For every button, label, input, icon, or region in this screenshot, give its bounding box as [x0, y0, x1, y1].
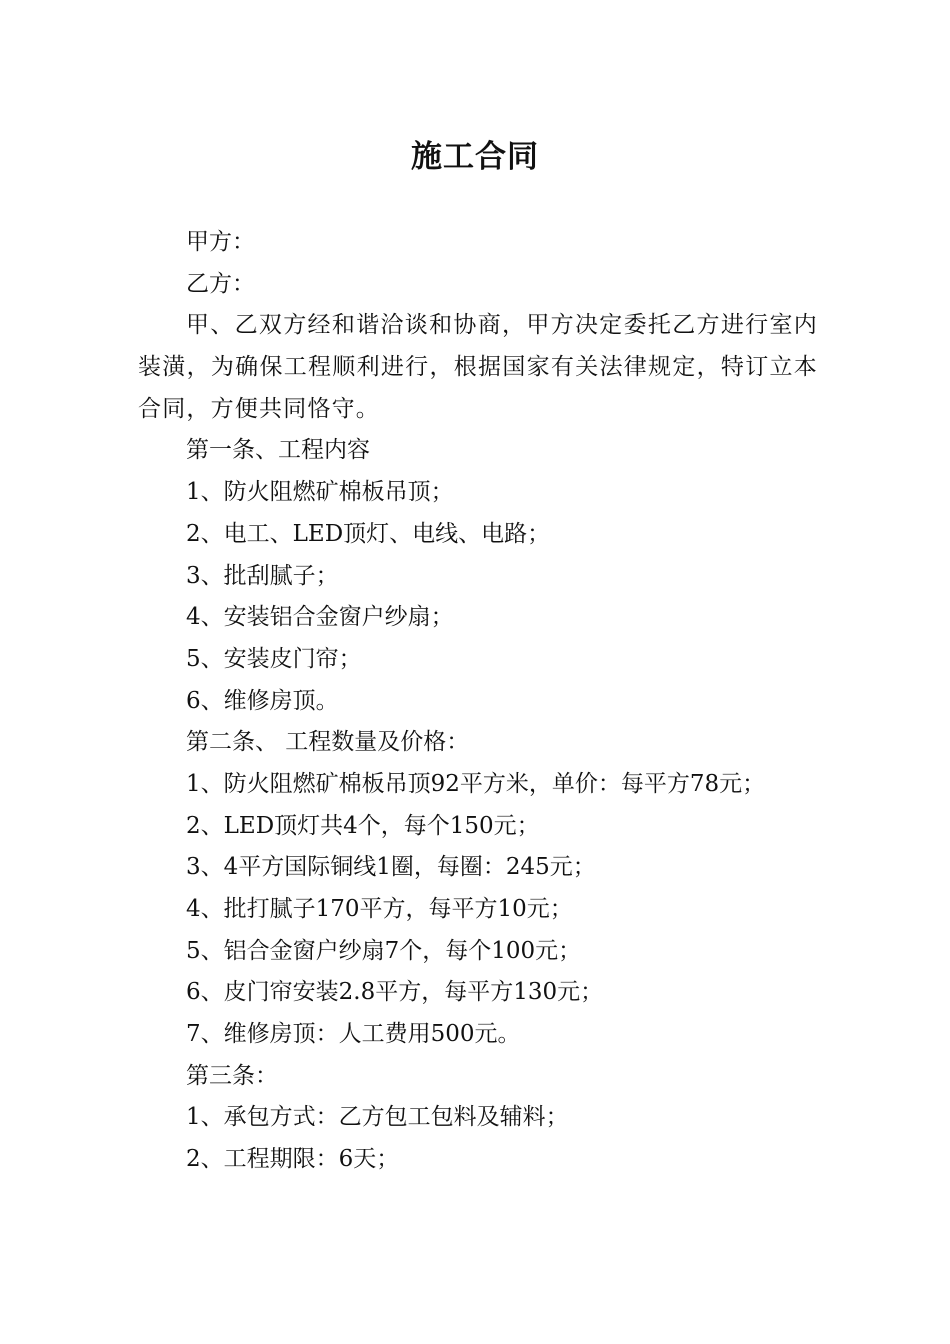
article3-heading: 第三条： — [186, 1062, 278, 1089]
article1-item: 5、安装皮门帘； — [186, 645, 362, 672]
article2-item: 6、皮门帘安装2.8平方，每平方130元； — [186, 979, 604, 1006]
article1-item: 6、维修房顶。 — [186, 687, 339, 714]
article1-item: 3、批刮腻子； — [186, 562, 339, 589]
article2-item: 7、维修房顶：人工费用500元。 — [186, 1021, 521, 1048]
article3-item: 1、承包方式：乙方包工包料及辅料； — [186, 1104, 569, 1131]
party-a-line: 甲方： — [186, 229, 255, 255]
party-b-line: 乙方： — [186, 270, 255, 297]
article2-item: 2、LED顶灯共4个，每个150元； — [186, 812, 540, 839]
article2-heading: 第二条、 工程数量及价格： — [186, 729, 470, 756]
article2-item: 5、铝合金窗户纱扇7个，每个100元； — [186, 937, 582, 964]
article1-item: 4、安装铝合金窗户纱扇； — [186, 604, 454, 631]
article2-item: 1、防火阻燃矿棉板吊顶92平方米，单价：每平方78元； — [186, 770, 766, 797]
article1-item: 2、电工、LED顶灯、电线、电路； — [186, 520, 551, 547]
article3-item: 2、工程期限：6天； — [186, 1146, 400, 1173]
intro-paragraph: 甲、乙双方经和谐洽谈和协商，甲方决定委托乙方进行室内装潢，为确保工程顺利进行，根据国家有关法律规定，特订立本合同，方便共同恪守。 — [138, 312, 818, 422]
document-title: 施工合同 — [411, 139, 539, 175]
article2-item: 3、4平方国际铜线1圈，每圈：245元； — [186, 854, 596, 881]
document-body — [138, 222, 818, 1181]
article1-heading: 第一条、工程内容 — [186, 437, 370, 464]
article1-item: 1、防火阻燃矿棉板吊顶； — [186, 479, 454, 506]
article2-item: 4、批打腻子170平方，每平方10元； — [186, 896, 573, 923]
